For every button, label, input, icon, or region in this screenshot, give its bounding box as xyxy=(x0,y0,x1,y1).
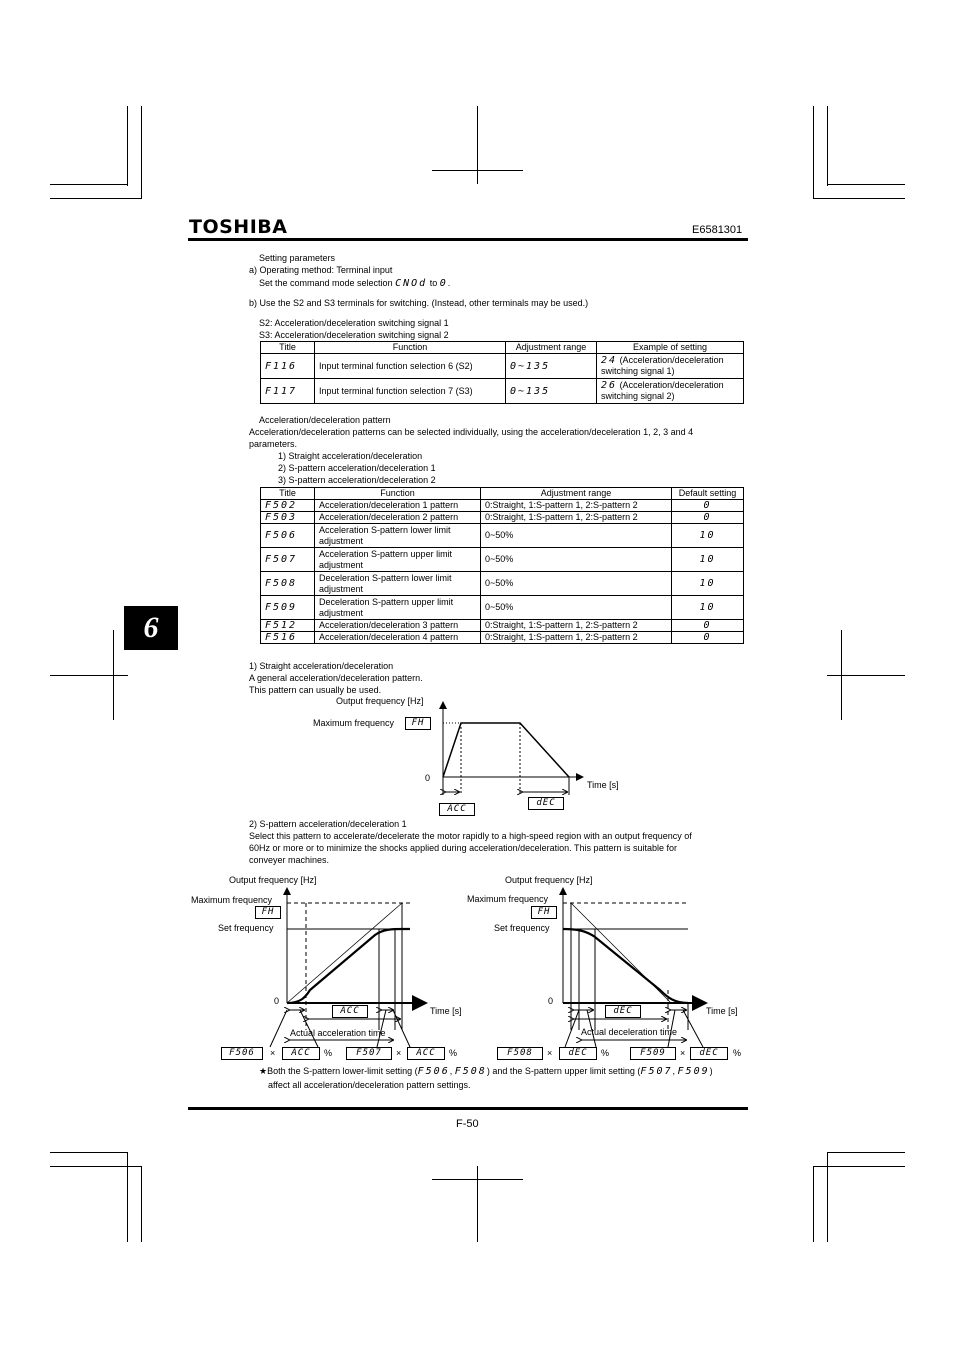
decel-fh-box: FH xyxy=(531,906,557,919)
straight-time-label: Time [s] xyxy=(587,780,619,790)
accel-zero: 0 xyxy=(274,996,280,1006)
table-row: F509 Deceleration S-pattern upper limit adjustment 0~50% 10 xyxy=(261,596,744,620)
times-sign: × xyxy=(680,1048,686,1058)
decel-dec-box-2: dEC xyxy=(559,1047,597,1060)
page-number: F-50 xyxy=(456,1118,479,1130)
straight-zero: 0 xyxy=(425,773,431,783)
pattern-parameter-table: Title Function Adjustment range Default setting F502 Acceleration/deceleration 1 pattern 0:Straight, 1:S-pattern 1, 2:S-pattern 2 0 F503 Acceleration/deceleration 2 pattern 0:Straight, 1:S-pattern 1, 2:S-pattern 2 0 F506 Acceleration S-pattern lower limit adjustment 0~50% 10 F507 Acceleration S-pattern upper limit adjustment 0~50% 10 F508 Deceleration S-pattern lower limit adjustment 0~50% 10 F509 Deceleration S-pattern upper limit adjustment 0~50% 10 F512 Acceleration/deceleration 3 pattern 0:Straight, 1:S-pattern 1, 2:S-pattern 2 0 F516 Acceleration/deceleration 4 pattern 0:Straight, 1:S-pattern 1, 2:S-pattern 2 0 xyxy=(260,487,744,644)
accel-acc-box-3: ACC xyxy=(407,1047,445,1060)
table-row: F507 Acceleration S-pattern upper limit adjustment 0~50% 10 xyxy=(261,548,744,572)
switching-terminals-label: b) Use the S2 and S3 terminals for switching. (Instead, other terminals may be used.) xyxy=(249,298,589,308)
spattern-heading: 2) S-pattern acceleration/deceleration 1 xyxy=(249,819,407,829)
decel-time-label: Time [s] xyxy=(706,1006,738,1016)
times-sign: × xyxy=(396,1048,402,1058)
pattern-desc-1: Acceleration/deceleration patterns can be selected individually, using the acceleration/deceleration 1, 2, 3 and 4 xyxy=(249,427,694,437)
decel-dec-box: dEC xyxy=(605,1005,641,1018)
setting-parameters-heading: Setting parameters xyxy=(259,253,336,263)
table-row: F116 Input terminal function selection 6 (S2) 0~135 24 (Acceleration/deceleration switching signal 1) xyxy=(261,354,744,379)
terminal-function-table: Title Function Adjustment range Example of setting F116 Input terminal function selection 6 (S2) 0~135 24 (Acceleration/deceleration switching signal 1) F117 Input terminal function selection 7 (S3) 0~135 26 (Acceleration/deceleration switching signal 2) xyxy=(260,341,744,404)
s2-description: S2: Acceleration/deceleration switching signal 1 xyxy=(259,318,449,328)
accel-y-label: Output frequency [Hz] xyxy=(229,875,317,885)
accel-fh-box: FH xyxy=(255,906,281,919)
table-row: F506 Acceleration S-pattern lower limit adjustment 0~50% 10 xyxy=(261,524,744,548)
decel-max-freq: Maximum frequency xyxy=(467,894,549,904)
table-row: F503 Acceleration/deceleration 2 pattern 0:Straight, 1:S-pattern 1, 2:S-pattern 2 0 xyxy=(261,512,744,524)
pattern-desc-2: parameters. xyxy=(249,439,298,449)
actual-decel-time: Actual deceleration time xyxy=(581,1027,678,1037)
percent-sign: % xyxy=(733,1048,742,1058)
table-row: F502 Acceleration/deceleration 1 pattern 0:Straight, 1:S-pattern 1, 2:S-pattern 2 0 xyxy=(261,500,744,512)
cmod-code: CNOd xyxy=(395,278,428,289)
straight-max-freq-label: Maximum frequency xyxy=(313,718,395,728)
accel-max-freq: Maximum frequency xyxy=(191,895,273,905)
accel-f506-box: F506 xyxy=(221,1047,263,1060)
accel-acc-box: ACC xyxy=(332,1005,368,1018)
s-pattern-note: ★Both the S-pattern lower-limit setting (F506, F508) and the S-pattern upper limit setting (F507, F509) xyxy=(259,1066,713,1077)
pattern-heading: Acceleration/deceleration pattern xyxy=(259,415,391,425)
s-pattern-note-line2: affect all acceleration/deceleration pattern settings. xyxy=(268,1080,471,1090)
s3-description: S3: Acceleration/deceleration switching signal 2 xyxy=(259,330,449,340)
percent-sign: % xyxy=(601,1048,610,1058)
document-number: E6581301 xyxy=(692,224,743,236)
decel-zero: 0 xyxy=(548,996,554,1006)
table-row: F512 Acceleration/deceleration 3 pattern 0:Straight, 1:S-pattern 1, 2:S-pattern 2 0 xyxy=(261,620,744,632)
table-row: F508 Deceleration S-pattern lower limit adjustment 0~50% 10 xyxy=(261,572,744,596)
decel-dec-box-3: dEC xyxy=(690,1047,728,1060)
pattern-option-2: 2) S-pattern acceleration/deceleration 1 xyxy=(278,463,436,473)
command-mode-instruction: Set the command mode selection CNOd to 0. xyxy=(259,278,451,289)
brand-logo: TOSHIBA xyxy=(189,216,288,238)
actual-accel-time: Actual acceleration time xyxy=(290,1028,386,1038)
accel-f507-box: F507 xyxy=(346,1047,392,1060)
decel-y-label: Output frequency [Hz] xyxy=(505,875,593,885)
straight-diagram xyxy=(443,702,583,795)
table-row: F516 Acceleration/deceleration 4 pattern 0:Straight, 1:S-pattern 1, 2:S-pattern 2 0 xyxy=(261,632,744,644)
pattern-option-3: 3) S-pattern acceleration/deceleration 2 xyxy=(278,475,436,485)
percent-sign: % xyxy=(449,1048,458,1058)
times-sign: × xyxy=(547,1048,553,1058)
times-sign: × xyxy=(270,1048,276,1058)
straight-acc-box: ACC xyxy=(439,803,475,816)
s-decel-diagram xyxy=(563,888,706,1047)
s-accel-diagram xyxy=(270,888,426,1047)
pattern-option-1: 1) Straight acceleration/deceleration xyxy=(278,451,423,461)
decel-f509-box: F509 xyxy=(630,1047,676,1060)
decel-f508-box: F508 xyxy=(497,1047,543,1060)
footer-rule xyxy=(188,1107,748,1110)
accel-set-freq: Set frequency xyxy=(218,923,274,933)
chapter-tab: 6 xyxy=(124,606,178,650)
straight-heading: 1) Straight acceleration/deceleration xyxy=(249,661,394,671)
spattern-line-2: 60Hz or more or to minimize the shocks applied during acceleration/deceleration. This pattern is suitable for xyxy=(249,843,678,853)
accel-acc-box-2: ACC xyxy=(282,1047,320,1060)
operating-method-label: a) Operating method: Terminal input xyxy=(249,265,393,275)
decel-set-freq: Set frequency xyxy=(494,923,550,933)
spattern-line-3: conveyer machines. xyxy=(249,855,330,865)
straight-fh-box: FH xyxy=(405,717,431,730)
straight-dec-box: dEC xyxy=(528,797,564,810)
accel-time-label: Time [s] xyxy=(430,1006,462,1016)
spattern-line-1: Select this pattern to accelerate/decelerate the motor rapidly to a high-speed region with an output frequency of xyxy=(249,831,692,841)
percent-sign: % xyxy=(324,1048,333,1058)
table-row: F117 Input terminal function selection 7 (S3) 0~135 26 (Acceleration/deceleration switching signal 2) xyxy=(261,379,744,404)
straight-y-label: Output frequency [Hz] xyxy=(336,696,424,706)
straight-line-1: A general acceleration/deceleration pattern. xyxy=(249,673,423,683)
straight-line-2: This pattern can usually be used. xyxy=(249,685,382,695)
